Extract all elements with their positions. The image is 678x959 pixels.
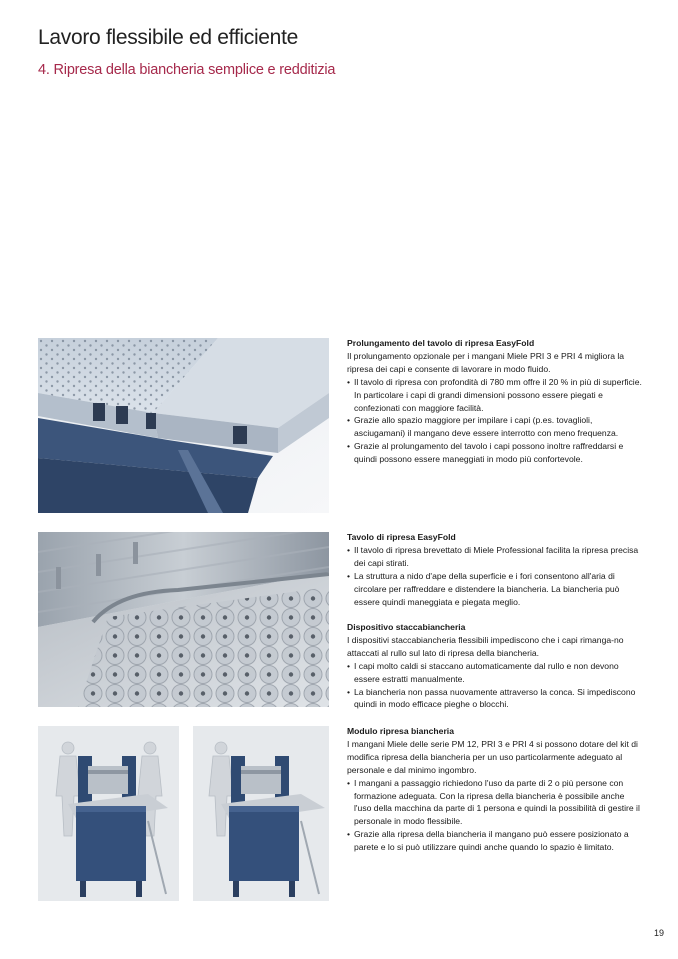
list-item: • I capi molto caldi si staccano automaticamente dal rullo e non devono essere estratti manualmente. [347,660,643,686]
list-item: • La biancheria non passa nuovamente attraverso la conca. Si impediscono quindi in modo efficace pieghe o blocchi. [347,686,643,712]
section-heading: Tavolo di ripresa EasyFold [347,532,456,542]
list-item: • Grazie alla ripresa della biancheria il mangano può essere posizionato a parete e lo si può utilizzare quindi anche quando lo spazio è limitato. [347,828,643,854]
section-heading: Prolungamento del tavolo di ripresa EasyFold [347,338,535,348]
list-item: • I mangani a passaggio richiedono l'uso da parte di 2 o più persone con formazione adeguata. Con la ripresa della biancheria è possibile anche l'uso della macchina da parte di 1 persona e quindi la possibilità di gestire il personale in modo flessibile. [347,777,643,829]
section-return-module [347,725,643,854]
page-title: Lavoro flessibile ed efficiente [38,26,298,49]
section-heading: Modulo ripresa biancheria [347,726,454,736]
bullet-list [347,544,643,609]
photo-ironer-two-operators [38,726,179,901]
list-item: • Il tavolo di ripresa brevettato di Miele Professional facilita la ripresa precisa dei capi stirati. [347,544,643,570]
photo-table-extension [38,338,329,513]
bullet-list [347,660,643,712]
section-heading: Dispositivo staccabiancheria [347,622,466,632]
section-intro: I dispositivi staccabiancheria flessibili impediscono che i capi rimanga-no attaccati al rullo sul lato di ripresa della biancheria. [347,634,624,658]
photo-easyfold-surface [38,532,329,707]
list-item: • Grazie allo spazio maggiore per impilare i capi (p.es. tovaglioli, asciugamani) il mangano deve essere interrotto con meno frequenza. [347,414,643,440]
bullet-list [347,376,643,466]
page-subtitle: 4. Ripresa della biancheria semplice e redditizia [38,62,336,78]
section-intro: Il prolungamento opzionale per i mangani Miele PRI 3 e PRI 4 migliora la ripresa dei capi e consente di lavorare in modo fluido. [347,350,625,374]
page-number: 19 [653,928,664,938]
section-easyfold-table [347,531,643,608]
section-intro: I mangani Miele delle serie PM 12, PRI 3 e PRI 4 si possono dotare del kit di modifica ripresa della biancheria per un uso particolarmente adeguato al personale e dal minimo ingombro. [347,738,638,775]
list-item: • La struttura a nido d'ape della superficie e i fori consentono all'aria di circolare per raffreddare e distendere la biancheria. La biancheria può essere quindi maneggiata e piegata meglio. [347,570,643,609]
section-table-extension [347,337,643,466]
photo-ironer-one-operator [193,726,329,901]
list-item: • Il tavolo di ripresa con profondità di 780 mm offre il 20 % in più di superficie. In particolare i capi di grandi dimensioni possono essere piegati e confezionati con maggiore facilità. [347,376,643,415]
bullet-list [347,777,643,854]
list-item: • Grazie al prolungamento del tavolo i capi possono inoltre raffreddarsi e quindi possono essere maneggiati in modo più confortevole. [347,440,643,466]
section-linen-detacher [347,621,643,711]
